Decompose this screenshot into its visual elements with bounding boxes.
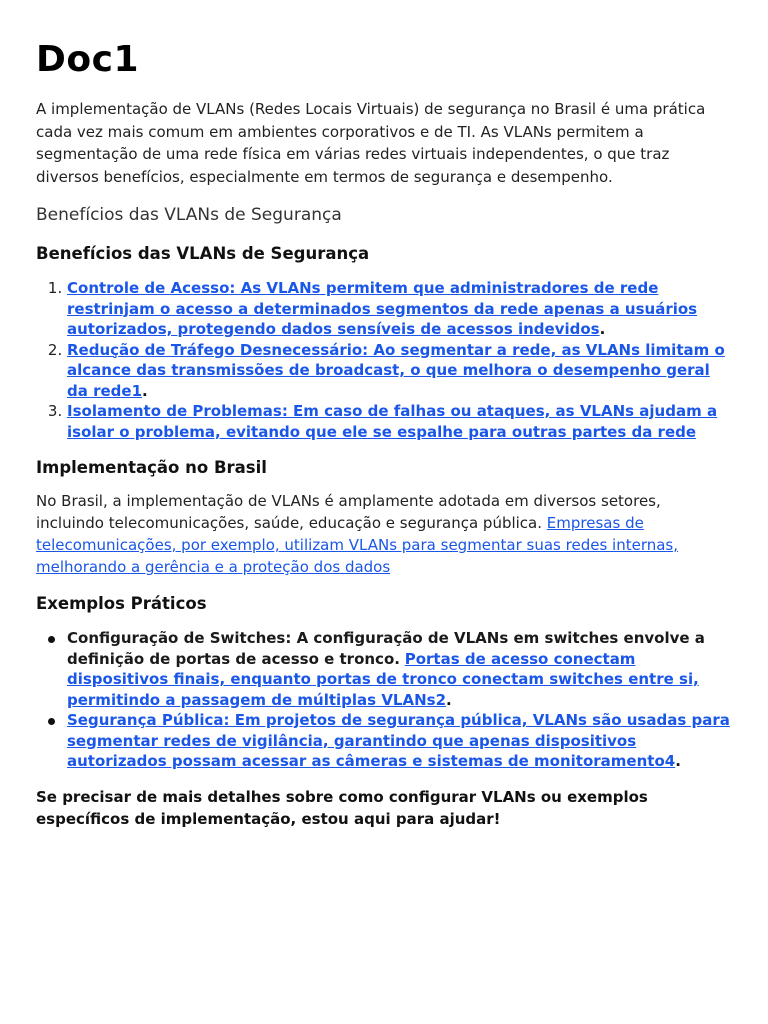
example-link-switches[interactable]: Portas de acesso conectam dispositivos finais, enquanto portas de tronco conectam switches entre si, permitindo a passagem de múltiplas VLANs2 [67, 649, 699, 709]
list-item [67, 401, 732, 442]
implementation-paragraph [36, 490, 726, 578]
benefit-link-problem-isolation[interactable]: Isolamento de Problemas: Em caso de falhas ou ataques, as VLANs ajudam a isolar o problema, evitando que ele se espalhe para outras partes da rede [67, 402, 718, 441]
page-title: Doc1 [36, 39, 140, 80]
punctuation: . [446, 690, 452, 709]
punctuation: . [599, 320, 606, 338]
example-link-public-security[interactable]: Segurança Pública: Em projetos de segurança pública, VLANs são usadas para segmentar redes de vigilância, garantindo que apenas dispositivos autorizados possam acessar as câmeras e sistemas de monitoramento4 [67, 711, 730, 770]
benefit-link-traffic-reduction[interactable]: Redução de Tráfego Desnecessário: Ao segmentar a rede, as VLANs limitam o alcance das transmissões de broadcast, o que melhora o desempenho geral da rede1 [67, 340, 725, 400]
bullet-icon [48, 636, 55, 643]
list-item [67, 710, 732, 772]
implementation-text: No Brasil, a implementação de VLANs é amplamente adotada em diversos setores, incluindo telecomunicações, saúde, educação e segurança pública. [36, 492, 661, 532]
list-item [67, 340, 732, 402]
closing-paragraph: Se precisar de mais detalhes sobre como configurar VLANs ou exemplos específicos de implementação, estou aqui para ajudar! [36, 787, 648, 828]
punctuation: . [675, 752, 681, 770]
examples-list [36, 628, 732, 772]
punctuation: . [142, 381, 148, 400]
implementation-link[interactable]: Empresas de telecomunicações, por exemplo, utilizam VLANs para segmentar suas redes internas, melhorando a gerência e a proteção dos dados [36, 514, 679, 576]
bullet-icon [48, 718, 55, 725]
list-item [67, 278, 732, 340]
examples-heading: Exemplos Práticos [36, 594, 207, 613]
document-subtitle: Benefícios das VLANs de Segurança [36, 205, 342, 225]
list-item [67, 628, 732, 710]
benefits-heading: Benefícios das VLANs de Segurança [36, 244, 370, 263]
benefit-link-access-control[interactable]: Controle de Acesso: As VLANs permitem que administradores de rede restrinjam o acesso a determinados segmentos da rede apenas a usuários autorizados, protegendo dados sensíveis de acessos indevidos [67, 279, 698, 338]
intro-paragraph: A implementação de VLANs (Redes Locais Virtuais) de segurança no Brasil é uma prática cada vez mais comum em ambientes corporativos e de TI. As VLANs permitem a segmentação de uma rede física em várias redes virtuais independentes, o que traz diversos benefícios, especialmente em termos de segurança e desempenho. [36, 100, 706, 186]
example-prefix: Configuração de Switches: A configuração de VLANs em switches envolve a definição de portas de acesso e tronco. [67, 629, 705, 668]
implementation-heading: Implementação no Brasil [36, 458, 267, 477]
benefits-list [36, 278, 732, 442]
